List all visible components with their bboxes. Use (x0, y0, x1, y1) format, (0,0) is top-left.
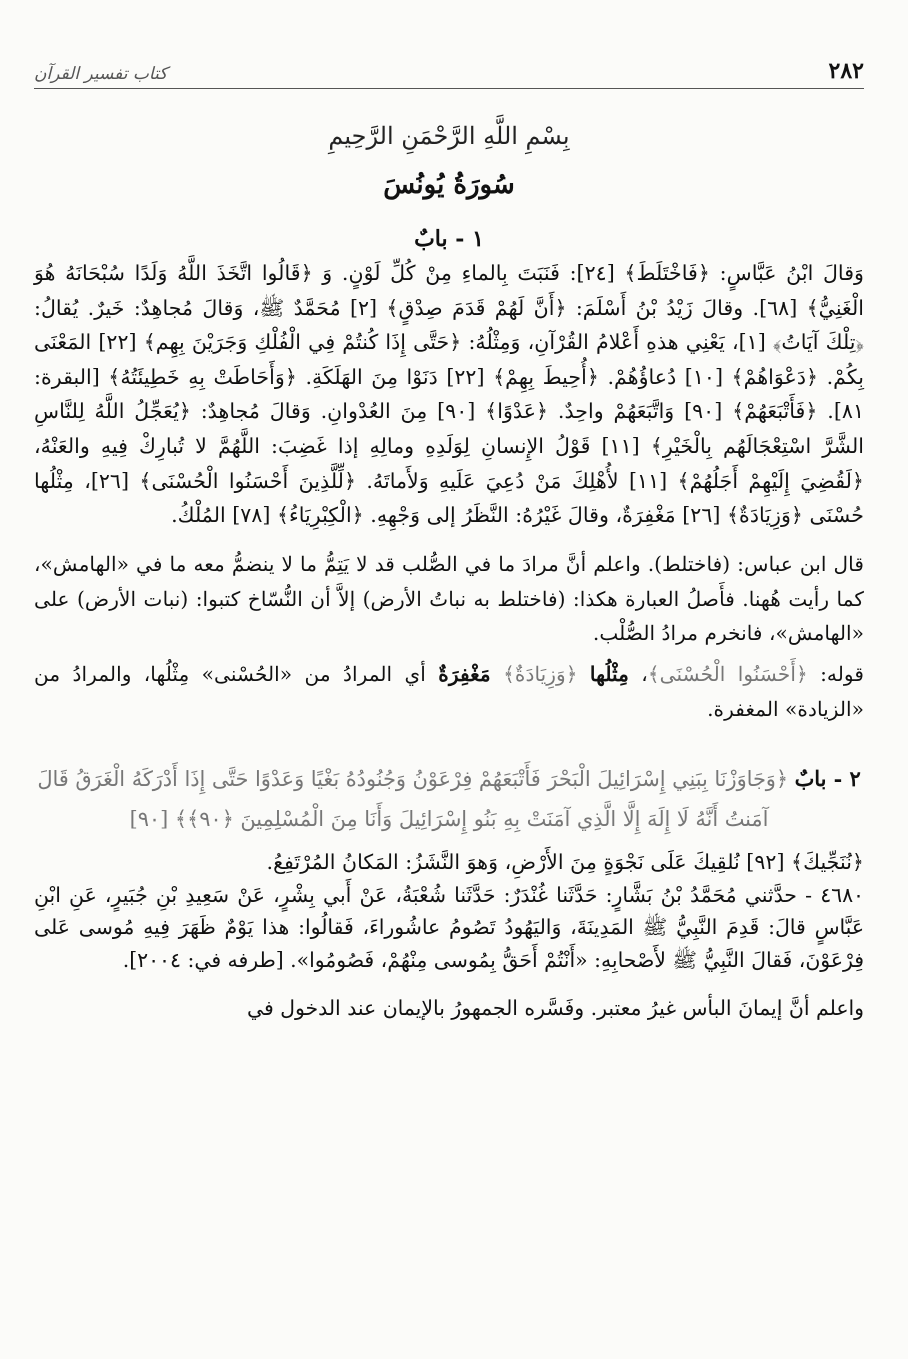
hadith-text: ٤٦٨٠ - حدَّثني مُحَمَّدُ بْنُ بَشَّارٍ: حَدَّثَنا غُنْدَرٌ: حَدَّثَنا شُعْبَةُ، عَنْ أَبي بِشْرٍ، عَنْ سَعِيدِ بْنِ جُبَيرٍ، عَنِ ابْنِ عَبَّاسٍ قالَ: قَدِمَ النَّبِيُّ ﷺ المَدِينَةَ، وَاليَهُودُ تَصُومُ عاشُوراءَ، فَقالُوا: هذا يَوْمٌ ظَهَرَ فِيهِ مُوسى عَلى فِرْعَوْنَ، فَقالَ النَّبِيُّ ﷺ لأَصْحابِهِ: «أَنْتُمْ أَحَقُّ بِمُوسى مِنْهُمْ، فَصُومُوا». [طرفه في: ٢٠٠٤]. (34, 882, 864, 972)
surah-title: سُورَةُ يُونُسَ (383, 170, 515, 200)
bold-term-2: مَغْفِرَةٌ (438, 662, 491, 687)
quran-quote: ﴿أَحْسَنُوا الْحُسْنَى﴾ (647, 662, 808, 687)
chapter-heading: ١ - بابٌ (414, 226, 484, 252)
page-header (34, 52, 864, 89)
explanation-paragraph: قال ابن عباس: (فاختلط). واعلم أنَّ مرادَ ما في الصُّلب قد لا يَتِمُّ ما لا ينضمُّ معه ما في «الهامش»، كما رأيت هُهنا. فأَصلُ العبارة هكذا: (فاختلط به نباتُ الأرض) إلاَّ أن النُّسّاخ كتبوا: (نبات الأرض) على «الهامش»، فانخرم مرادُ الصُّلْب. (34, 551, 864, 646)
page-body (34, 116, 864, 1025)
running-title: كتاب تفسير القرآن (34, 64, 168, 84)
page-number: ٢٨٢ (828, 58, 864, 84)
chapter-2-label: ٢ - بابٌ (794, 765, 861, 791)
closing-paragraph: واعلم أنَّ إيمانَ البأس غيرُ معتبر. وفَسَّره الجمهورُ بالإيمان عند الدخول في (246, 995, 864, 1020)
bold-term: مِثْلُها (589, 662, 629, 687)
chapter-2-verse: ﴿وَجَاوَزْنَا بِبَنِي إِسْرَائِيلَ الْبَحْرَ فَأَتْبَعَهُمْ فِرْعَوْنُ وَجُنُودُهُ بَغْيًا وَعَدْوًا حَتَّى إِذَا أَدْرَكَهُ الْغَرَقُ قَالَ آمَنتُ أَنَّهُ لَا إِلَهَ إِلَّا الَّذِي آمَنَتْ بِهِ بَنُو إِسْرَائِيلَ وَأَنَا مِنَ الْمُسْلِمِينَ ﴿٩٠﴾﴾ [٩٠] (37, 766, 789, 831)
quran-quote-2: ﴿وَزِيَادَةٌ﴾ (503, 662, 578, 687)
basmala: بِسْمِ اللَّهِ الرَّحْمَنِ الرَّحِيمِ (328, 122, 570, 150)
commentary-paragraph: وَقالَ ابْنُ عَبَّاسٍ: ﴿فَاخْتَلَطَ﴾ [٢٤]: فَنَبَتَ بِالماءِ مِنْ كُلِّ لَوْنٍ. وَ ﴿قَالُوا اتَّخَذَ اللَّهُ وَلَدًا سُبْحَانَهُ هُوَ الْغَنِيُّ﴾ [٦٨]. وقالَ زَيْدُ بْنُ أَسْلَمَ: ﴿أَنَّ لَهُمْ قَدَمَ صِدْقٍ﴾ [٢] مُحَمَّدٌ ﷺ، وَقالَ مُجاهِدٌ: خَيرٌ. يُقالُ: ﴿تِلْكَ آيَاتُ﴾ [١]، يَعْنِي هذهِ أَعْلامُ القُرْآنِ، وَمِثْلُهُ: ﴿حَتَّى إِذَا كُنتُمْ فِي الْفُلْكِ وَجَرَيْنَ بِهِم﴾ [٢٢] المَعْنَى بِكُمْ. ﴿دَعْوَاهُمْ﴾ [١٠] دُعاؤُهُمْ. ﴿أُحِيطَ بِهِمْ﴾ [٢٢] دَنَوْا مِنَ الهَلَكَةِ. ﴿وَأَحَاطَتْ بِهِ خَطِيئَتُهُ﴾ [البقرة: ٨١]. ﴿فَأَتْبَعَهُمْ﴾ [٩٠] وَاتَّبَعَهُمْ واحِدٌ. ﴿عَدْوًا﴾ [٩٠] مِنَ العُدْوانِ. وَقالَ مُجاهِدٌ: ﴿يُعَجِّلُ اللَّهُ لِلنَّاسِ الشَّرَّ اسْتِعْجَالَهُم بِالْخَيْرِ﴾ [١١] قَوْلُ الإِنسانِ لِوَلَدِهِ ومالِهِ إذا غَضِبَ: اللَّهُمَّ لا تُبارِكْ فِيهِ والعَنْهُ، ﴿لَقُضِيَ إِلَيْهِمْ أَجَلُهُمْ﴾ [١١] لأُهْلِكَ مَنْ دُعِيَ عَلَيهِ وَلأَماتَهُ. ﴿لِّلَّذِينَ أَحْسَنُوا الْحُسْنَى﴾ [٢٦]، مِثْلُها حُسْنَى ﴿وَزِيَادَةٌ﴾ [٢٦] مَغْفِرَةٌ، وقالَ غَيْرُهُ: النَّظَرُ إلى وَجْهِهِ. ﴿الْكِبْرِيَاءُ﴾ [٧٨] المُلْكُ. (34, 261, 865, 528)
para3-rest: أي المرادُ من «الحُسْنى» مِثْلُها، والمرادُ من «الزيادة» المغفرة. (34, 662, 864, 721)
para3-prefix: قوله: (807, 662, 864, 687)
gloss-paragraph: ﴿نُنَجِّيكَ﴾ [٩٢] نُلقِيكَ عَلَى نَجْوَةٍ مِنَ الأَرْضِ، وَهوَ النَّشَزُ: المَكانُ المُرْتَفِعُ. (266, 849, 864, 874)
chapter-2-heading (34, 759, 864, 839)
para3-mid: ، (628, 662, 648, 687)
explanation-paragraph-2 (34, 657, 864, 727)
